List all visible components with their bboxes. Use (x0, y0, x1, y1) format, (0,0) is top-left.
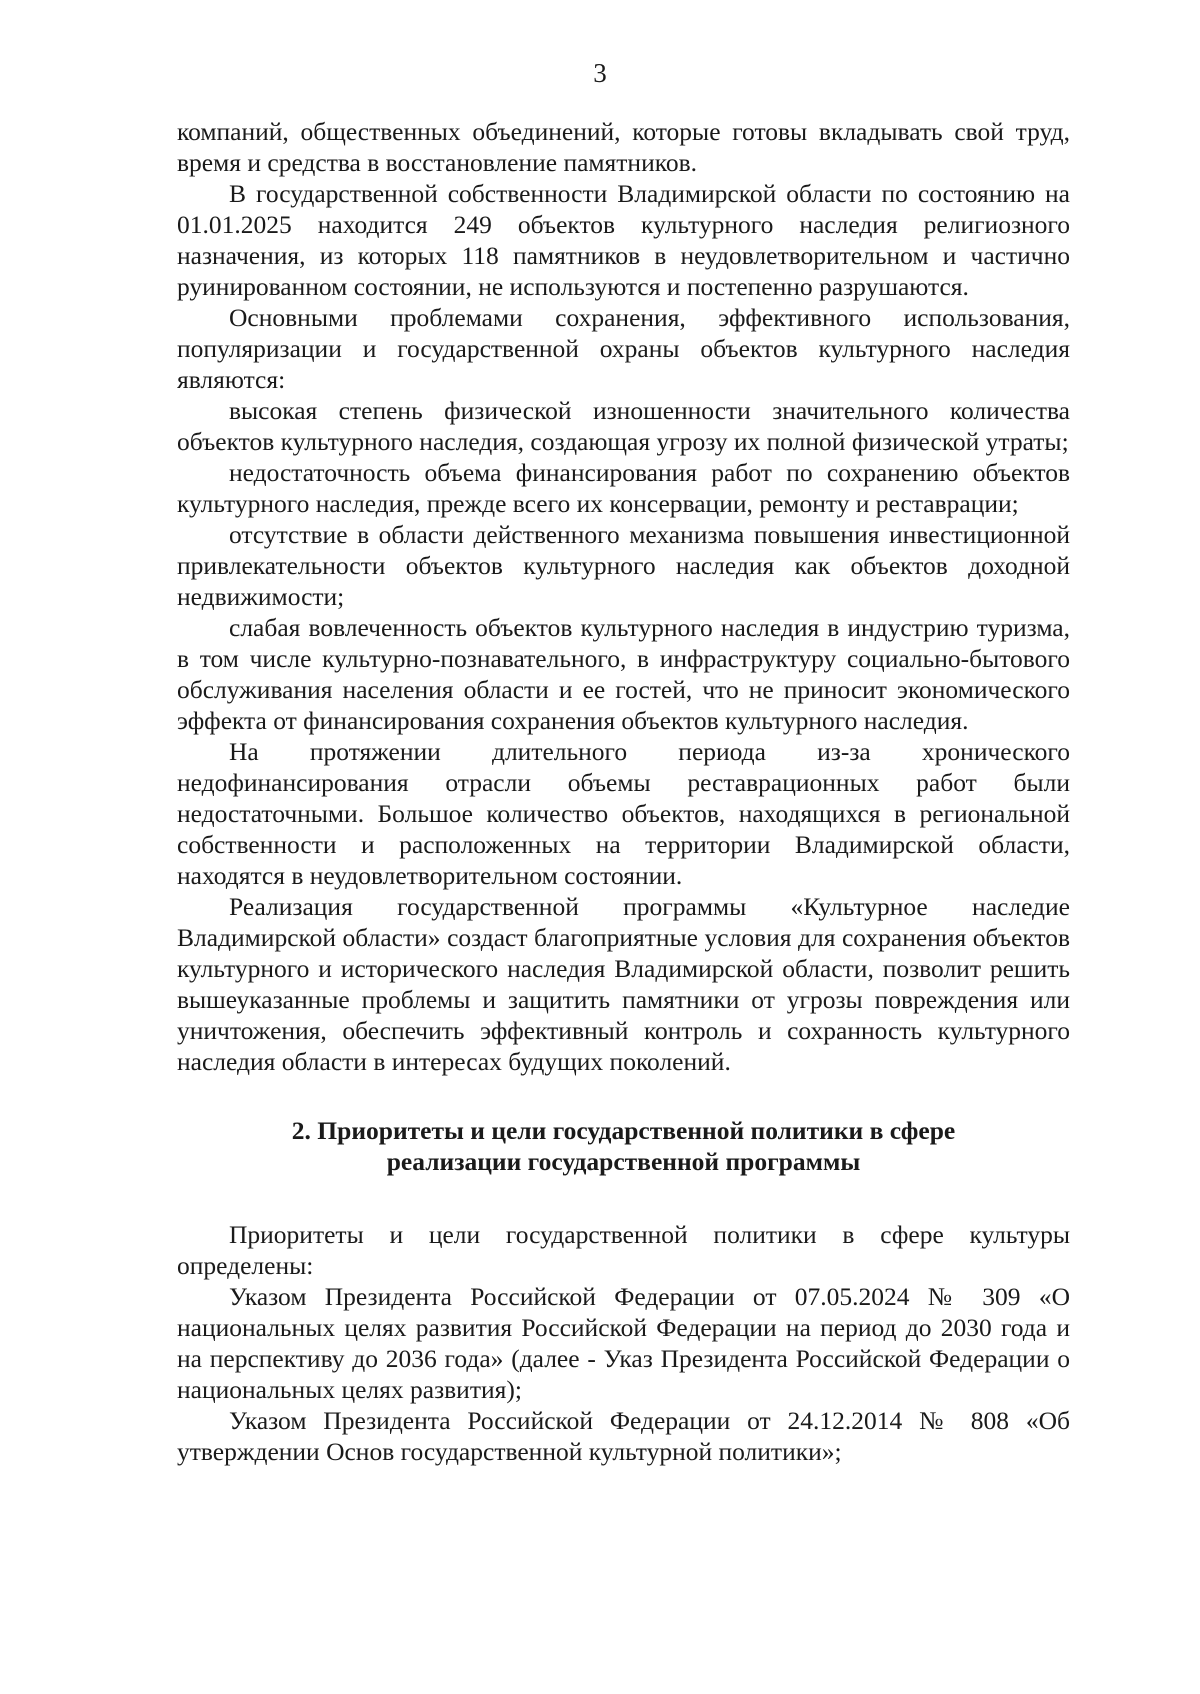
paragraph: Основными проблемами сохранения, эффективного использования, популяризации и государственной охраны объектов культурного наследия являются: (177, 303, 1070, 394)
paragraph: Реализация государственной программы «Культурное наследие Владимирской области» создаст благоприятные условия для сохранения объектов культурного и исторического наследия Владимирской области, позволит решить вышеуказанные проблемы и защитить памятники от угрозы повреждения или уничтожения, обеспечить эффективный контроль и сохранность культурного наследия области в интересах будущих поколений. (177, 892, 1070, 1076)
list-item: слабая вовлеченность объектов культурного наследия в индустрию туризма, в том числе культурно-познавательного, в инфраструктуру социально-бытового обслуживания населения области и ее гостей, что не приносит экономического эффекта от финансирования сохранения объектов культурного наследия. (177, 613, 1070, 735)
paragraph: компаний, общественных объединений, которые готовы вкладывать свой труд, время и средства в восстановление памятников. (177, 117, 1070, 177)
list-item: Указом Президента Российской Федерации от 07.05.2024 № 309 «О национальных целях развития Российской Федерации на период до 2030 года и на перспективу до 2036 года» (далее - Указ Президента Российской Федерации о национальных целях развития); (177, 1282, 1070, 1404)
list-item: отсутствие в области действенного механизма повышения инвестиционной привлекательности объектов культурного наследия как объектов доходной недвижимости; (177, 520, 1070, 611)
section-heading (177, 1115, 1070, 1177)
paragraph: В государственной собственности Владимирской области по состоянию на 01.01.2025 находится 249 объектов культурного наследия религиозного назначения, из которых 118 памятников в неудовлетворительном и частично руинированном состоянии, не используются и постепенно разрушаются. (177, 179, 1070, 301)
section-heading-line: 2. Приоритеты и цели государственной политики в сфере (291, 1116, 956, 1145)
page-number: 3 (593, 58, 607, 88)
paragraph: На протяжении длительного периода из-за хронического недофинансирования отрасли объемы реставрационных работ были недостаточными. Большое количество объектов, находящихся в региональной собственности и расположенных на территории Владимирской области, находятся в неудовлетворительном состоянии. (177, 737, 1070, 890)
section-heading-line: реализации государственной программы (386, 1147, 861, 1176)
list-item: недостаточность объема финансирования работ по сохранению объектов культурного наследия, прежде всего их консервации, ремонту и реставрации; (177, 458, 1070, 518)
list-item: Указом Президента Российской Федерации от 24.12.2014 № 808 «Об утверждении Основ государственной культурной политики»; (177, 1406, 1070, 1466)
list-item: высокая степень физической изношенности значительного количества объектов культурного наследия, создающая угрозу их полной физической утраты; (177, 396, 1070, 456)
body-text (177, 116, 1070, 1467)
paragraph: Приоритеты и цели государственной политики в сфере культуры определены: (177, 1220, 1070, 1280)
